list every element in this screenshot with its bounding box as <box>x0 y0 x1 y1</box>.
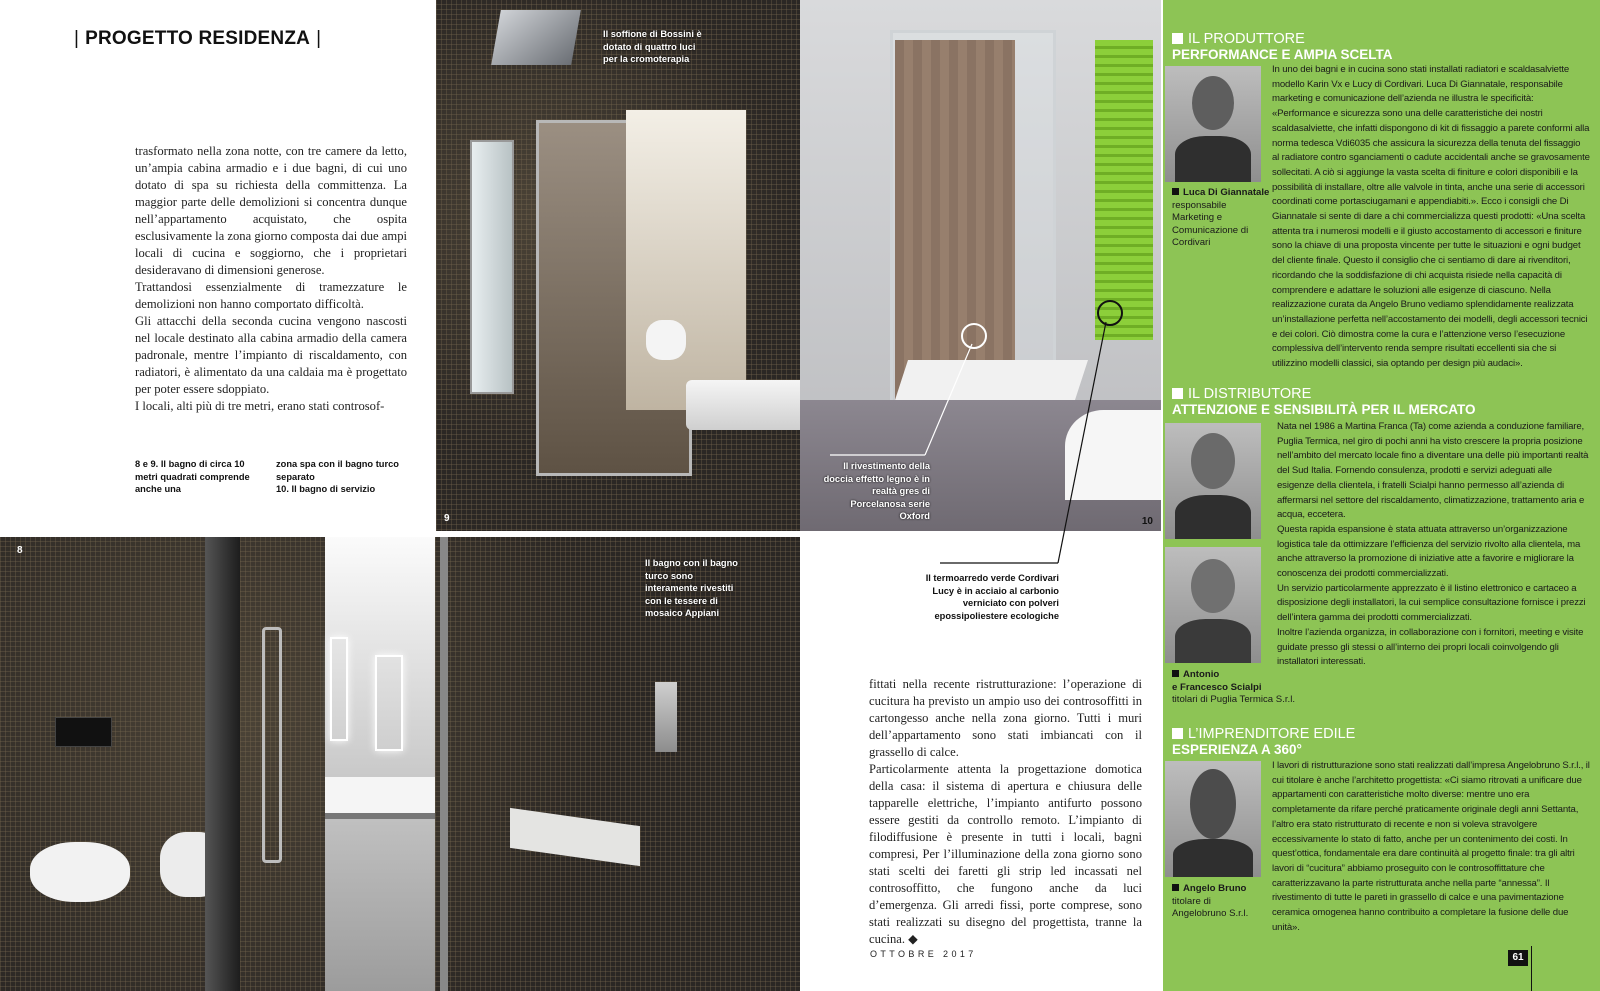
paragraph: trasformato nella zona notte, con tre camere da letto, un’ampia cabina armadio e i due bagni, di cui uno dotato di spa su richiesta della committenza. La maggior parte delle demolizioni si concentra dunque nell’appartamento acquistato, che ospita esclusivamente la zona giorno composta dai due ampi locali di cucina e soggiorno, che i proprietari desideravano di dimensioni generose. <box>135 144 407 277</box>
sinks-counter-image <box>325 777 435 819</box>
caption-10: zona spa con il bagno turco separato 10. Il bagno di servizio <box>276 459 399 494</box>
section-builder-header <box>1172 727 1592 757</box>
person-role: titolari di Puglia Termica S.r.l. <box>1172 694 1295 705</box>
section-distributor-text: Nata nel 1986 a Martina Franca (Ta) come azienda a conduzione familiare, Puglia Termica, nel giro di pochi anni ha visto crescere la propria posizione nell’ambito del mercato locale fino a diventare una delle più importanti realtà del Sud Italia. Fornendo consulenza, prodotti e servizi adeguati alle esigenze della clientela, i fratelli Scialpi hanno permesso all’azienda di affermarsi nel settore del riscaldamento, climatizzazione, trattamento aria e acqua, eccetera. Questa rapida espansione è stata attuata attraverso un’organizzazione logistica tale da ottimizzare l’efficienza del servizio rivolto alla clientela, ma anche attraverso la promozione di iniziative atte a favorire e migliorare la conoscenza dei prodotti commercializzati. Un servizio particolarmente apprezzato è il listino elettronico e cartaceo a disposizione degli installatori, la cui semplice consultazione fornisce i prezzi dell’intera gamma dei prodotti commercializzati. Inoltre l’azienda organizza, in collaborazione con i fornitori, meeting e visite guidate presso gli stessi o all’interno dei propri locali coinvolgendo gli installatori interessati. <box>1277 421 1589 668</box>
section-kicker: L’IMPRENDITORE EDILE <box>1188 726 1356 742</box>
right-body-text <box>869 676 1142 948</box>
thermostat-image <box>655 682 677 752</box>
caption-radiator: Il termoarredo verde Cordivari Lucy è in acciaio al carbonio verniciato con polveri epossipoliestere ecologiche <box>925 573 1059 621</box>
page-number-rule <box>1531 946 1532 991</box>
portrait-angelo-bruno <box>1165 761 1261 877</box>
toilet-image <box>30 842 130 902</box>
person-name: e Francesco Scialpi <box>1172 681 1262 693</box>
small-sink-image <box>510 808 640 866</box>
portrait-antonio-scialpi <box>1165 423 1261 539</box>
person-role: responsabile Marketing e Comunicazione di Cordivari <box>1172 199 1249 248</box>
glass-frame-image <box>205 537 240 991</box>
person-name: Luca Di Giannatale <box>1183 187 1270 198</box>
caption-8-9: 8 e 9. Il bagno di circa 10 metri quadrati comprende anche una <box>135 459 250 494</box>
square-bullet-icon <box>1172 388 1183 399</box>
photo-number-9: 9 <box>444 513 450 524</box>
section-kicker: IL DISTRIBUTORE <box>1188 386 1312 402</box>
background-room-image <box>325 537 435 991</box>
flush-plate-image <box>55 717 112 747</box>
caption-turkish-bath: Il bagno con il bagno turco sono interamente rivestiti con le tessere di mosaico Appiani <box>645 558 738 618</box>
door-handle-image <box>262 627 282 863</box>
person-role: titolare di Angelobruno S.r.l. <box>1172 895 1249 919</box>
person-scialpi <box>1172 669 1342 707</box>
caption-shower-head: Il soffione di Bossini è dotato di quattro luci per la cromoterapia <box>603 29 702 64</box>
section-title: ATTENZIONE E SENSIBILITÀ PER IL MERCATO <box>1172 402 1476 417</box>
footer-date: OTTOBRE 2017 <box>870 949 977 959</box>
page-title: PROGETTO RESIDENZA <box>85 28 311 49</box>
section-builder-text: I lavori di ristrutturazione sono stati realizzati dall’impresa Angelobruno S.r.l., il cui titolare è anche l’architetto progettista: «Ci siamo ritrovati a unificare due appartamenti con caratteristiche molto diverse: mentre uno era completamente da rifare perché praticamente originale degli anni Settanta, l’altro era stato ristrutturato di recente e non si voleva stravolgere eccessivamente lo stato di fatto, anche per un contenimento dei costi. In quest’ottica, fondamentale era dare continuità al progetto finale: tra gli altri lavori di “cucitura” abbiamo proseguito con le controsoffittature che caratterizzavano la parte ristrutturata anche nella parte “annessa”. Il rivestimento di tutte le pareti in grassello di calce e una pavimentazione ceramica omogenea hanno contribuito a completare la fusione delle due unità». <box>1272 760 1590 933</box>
mirror-light-image <box>375 655 403 751</box>
portrait-luca-di-giannatale <box>1165 66 1261 182</box>
panel-divider <box>1161 0 1163 991</box>
person-angelo <box>1172 883 1282 921</box>
portrait-francesco-scialpi <box>1165 547 1261 663</box>
paragraph: fittati nella recente ristrutturazione: l’operazione di cucitura ha previsto un ampio uso dei controsoffitti in cartongesso anche nella zona giorno. Tutti i muri dell’appartamento sono stati imbiancati con il grassello di calce. <box>869 677 1142 759</box>
person-name: Antonio <box>1183 669 1220 680</box>
section-kicker: IL PRODUTTORE <box>1188 31 1305 47</box>
photo-number-10: 10 <box>1141 516 1153 527</box>
square-bullet-icon <box>1172 188 1179 195</box>
section-title: ESPERIENZA A 360° <box>1172 742 1302 757</box>
section-producer-header <box>1172 32 1592 62</box>
section-title: PERFORMANCE E AMPIA SCELTA <box>1172 47 1393 62</box>
paragraph: I locali, alti più di tre metri, erano stati controsof- <box>135 399 385 413</box>
partition-image <box>440 537 448 991</box>
page-number-61: 61 <box>1508 950 1528 966</box>
square-bullet-icon <box>1172 884 1179 891</box>
square-bullet-icon <box>1172 728 1183 739</box>
square-bullet-icon <box>1172 670 1179 677</box>
square-bullet-icon <box>1172 33 1183 44</box>
paragraph: Trattandosi essenzialmente di tramezzature le demolizioni non hanno comportato difficoltà. <box>135 280 407 311</box>
person-name: Angelo Bruno <box>1183 883 1247 894</box>
section-distributor-header <box>1172 387 1592 417</box>
mirror-light-image <box>330 637 348 741</box>
photo-number-8: 8 <box>17 545 23 556</box>
caption-wood-tiles: Il rivestimento della doccia effetto legno è in realtà gres di Porcelanosa serie Oxford <box>823 461 930 521</box>
paragraph: Particolarmente attenta la progettazione domotica della casa: il sistema di apertura e chiusura delle tapparelle elettriche, l’impianto antifurto possono essere gestiti da controllo remoto. L’impianto di filodiffusione è presente in tutti i locali, bagni compresi, Per l’illuminazione della zona giorno sono stati scelti dei faretti gli strip led incassati nel controsoffitto, che fungono anche da luci d’emergenza. Gli arredi fissi, porte comprese, sono stati realizzati su disegno del progettista, tranne la cucina. ◆ <box>869 762 1142 946</box>
section-producer-text: In uno dei bagni e in cucina sono stati installati radiatori e scaldasalviette modello Karin Vx e Lucy di Cordivari. Luca Di Giannatale, responsabile marketing e comunicazione dell’azienda ne illustra le specificità: «Performance e sicurezza sono una delle caratteristiche dei nostri scaldasalviette, che infatti dispongono di kit di fissaggio a parete conformi alla norma tedesca Vdi6035 che assicura la sicurezza della tenuta del fissaggio al radiatore contro sganciamenti o cadute accidentali anche se gravosamente sollecitati. A ciò si aggiunge la vasta scelta di finiture e colori disponibili e la possibilità di installare, oltre alle valvole in tinta, anche una serie di accessori coordinati come portasciugamani e appendiabiti.». Ecco i consigli che Di Giannatale si sente di dare a chi commercializza questi prodotti: «Una scelta attenta tra i numerosi modelli e il giusto accostamento di accessori e finiture sono la chiave di una proposta vincente per tutte le situazioni e ogni budget del cliente finale. Questo il consiglio che ci sentiamo di dare ai rivenditori, ricordando che la soddisfazione di chi acquista risiede nella capacità di comprendere e adattare le soluzioni alle esigenze di ciascuno. Nella realizzazione curata da Angelo Bruno vediamo splendidamente realizzata un’installazione perfetta nell’accostamento dei modelli, degli accessori tecnici e dei colori. Ciò dimostra come la cura e l’attenzione verso l’esecuzione complessiva dell’intervento renda sempre risultati eccellenti sia che si utilizzino modelli classici, sia optando per design più audaci». <box>1272 64 1590 370</box>
photo-main-bathroom <box>0 537 800 991</box>
page-header: | PROGETTO RESIDENZA | <box>74 28 322 49</box>
paragraph: Gli attacchi della seconda cucina vengono nascosti nel locale destinato alla cabina armadio della camera padronale, mentre l’impianto di riscaldamento, con radiatori, è alimentato da una caldaia ma è progettato per poter essere sdoppiato. <box>135 314 407 396</box>
